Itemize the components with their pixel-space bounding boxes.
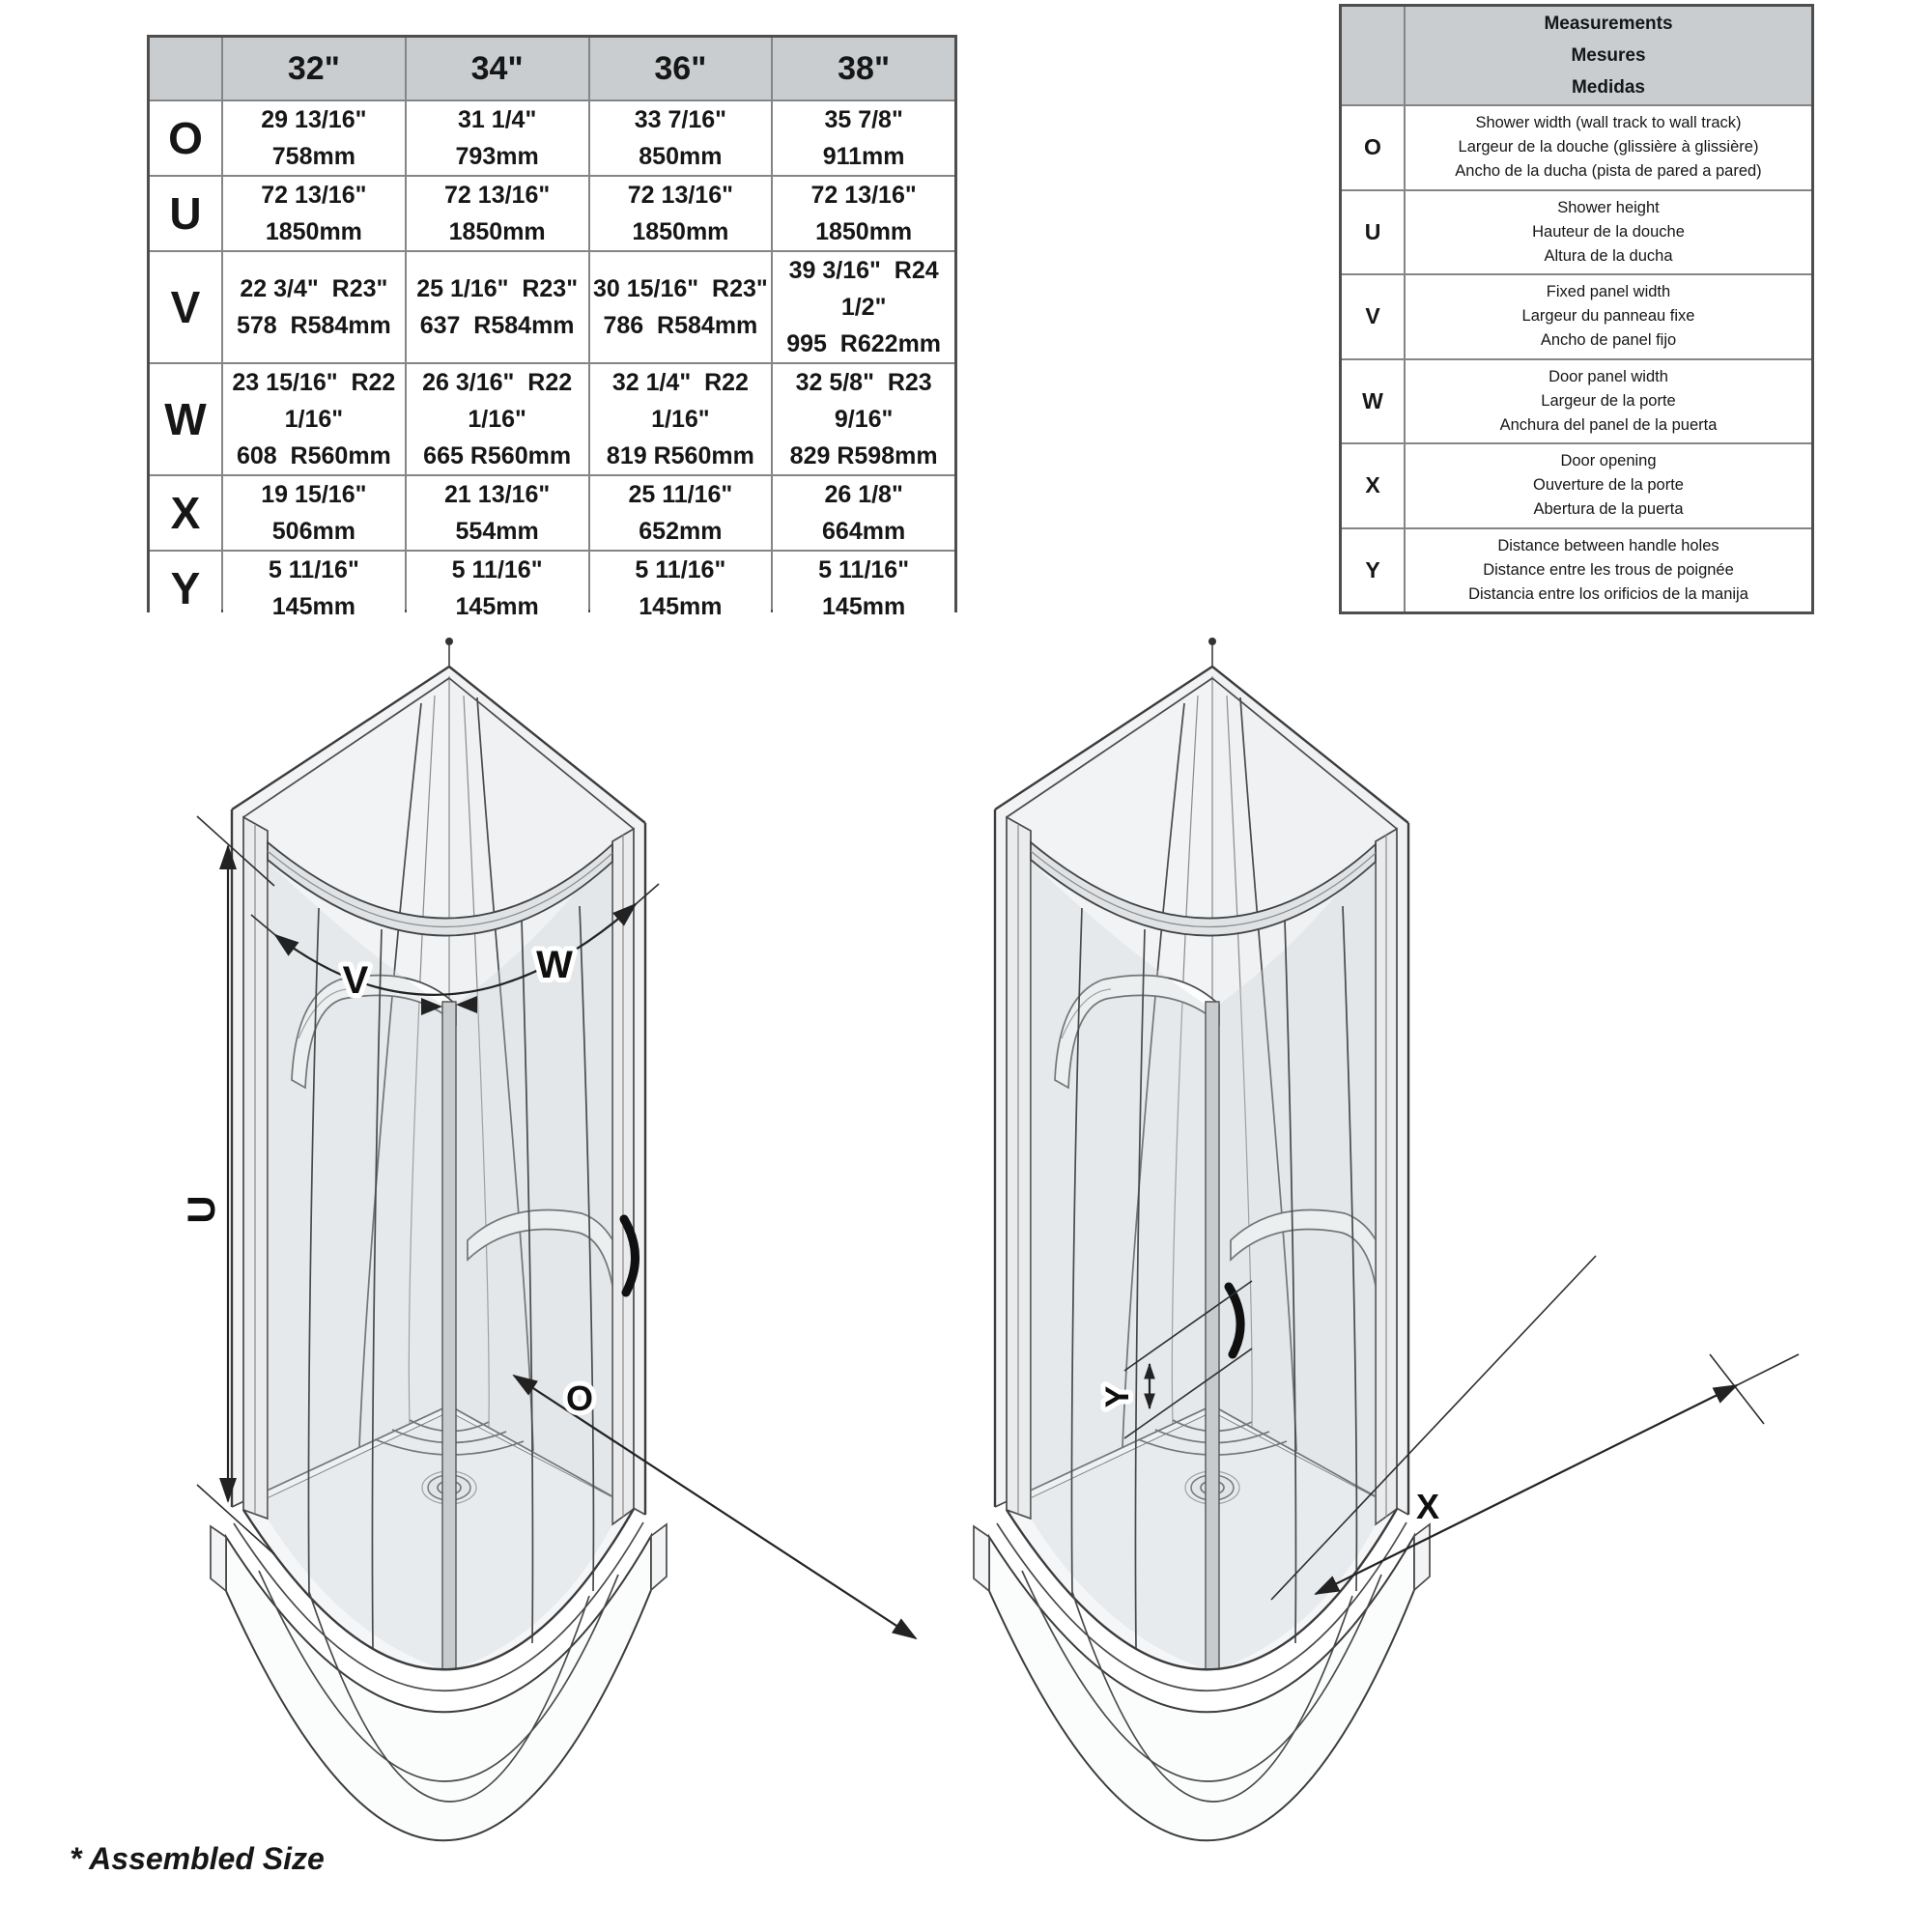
dim-label-w: W bbox=[536, 944, 573, 986]
legend-row-letter: U bbox=[1342, 191, 1404, 274]
size-column-header: 32" bbox=[223, 38, 405, 99]
legend-row-desc: Fixed panel width Largeur du panneau fixe Ancho de panel fijo bbox=[1406, 275, 1811, 358]
dim-label-x: X bbox=[1415, 1487, 1440, 1526]
size-cell: 72 13/16" 1850mm bbox=[407, 177, 588, 250]
row-letter: V bbox=[150, 252, 221, 362]
dim-label-y: Y bbox=[1099, 1385, 1136, 1408]
size-cell: 26 1/8" 664mm bbox=[773, 476, 954, 550]
size-cell: 35 7/8" 911mm bbox=[773, 101, 954, 175]
legend-row-letter: X bbox=[1342, 444, 1404, 527]
size-cell: 31 1/4" 793mm bbox=[407, 101, 588, 175]
size-cell: 29 13/16" 758mm bbox=[223, 101, 405, 175]
row-letter: O bbox=[150, 101, 221, 175]
size-cell: 23 15/16" R22 1/16" 608 R560mm bbox=[223, 364, 405, 474]
legend-row-letter: O bbox=[1342, 106, 1404, 189]
legend-header-corner bbox=[1342, 7, 1404, 104]
row-letter: Y bbox=[150, 552, 221, 625]
legend-row-desc: Door opening Ouverture de la porte Abertura de la puerta bbox=[1406, 444, 1811, 527]
legend-row-letter: Y bbox=[1342, 529, 1404, 612]
size-cell: 5 11/16" 145mm bbox=[590, 552, 772, 625]
size-cell: 30 15/16" R23" 786 R584mm bbox=[590, 252, 772, 362]
size-cell: 72 13/16" 1850mm bbox=[773, 177, 954, 250]
shower-diagram-left bbox=[181, 638, 916, 1840]
shower-diagrams bbox=[0, 609, 1932, 1932]
size-cell: 5 11/16" 145mm bbox=[773, 552, 954, 625]
size-cell: 32 5/8" R23 9/16" 829 R598mm bbox=[773, 364, 954, 474]
size-cell: 26 3/16" R22 1/16" 665 R560mm bbox=[407, 364, 588, 474]
size-cell: 33 7/16" 850mm bbox=[590, 101, 772, 175]
size-cell: 72 13/16" 1850mm bbox=[590, 177, 772, 250]
shower-diagram-right bbox=[974, 638, 1799, 1840]
row-letter: X bbox=[150, 476, 221, 550]
legend-table bbox=[1339, 4, 1814, 614]
size-cell: 32 1/4" R22 1/16" 819 R560mm bbox=[590, 364, 772, 474]
size-table bbox=[147, 35, 957, 620]
dim-label-v: V bbox=[342, 959, 369, 1002]
size-cell: 5 11/16" 145mm bbox=[407, 552, 588, 625]
assembled-size-footnote: * Assembled Size bbox=[70, 1841, 325, 1876]
dim-label-u: U bbox=[181, 1195, 223, 1224]
size-cell: 5 11/16" 145mm bbox=[223, 552, 405, 625]
row-letter: U bbox=[150, 177, 221, 250]
legend-row-letter: V bbox=[1342, 275, 1404, 358]
size-column-header: 36" bbox=[590, 38, 772, 99]
legend-header: Measurements Mesures Medidas bbox=[1406, 7, 1811, 104]
size-column-header: 34" bbox=[407, 38, 588, 99]
size-cell: 19 15/16" 506mm bbox=[223, 476, 405, 550]
size-column-header: 38" bbox=[773, 38, 954, 99]
legend-row-letter: W bbox=[1342, 360, 1404, 443]
size-cell: 39 3/16" R24 1/2" 995 R622mm bbox=[773, 252, 954, 362]
size-table-corner-cell bbox=[150, 38, 221, 99]
dim-label-o: O bbox=[565, 1378, 594, 1418]
size-cell: 25 1/16" R23" 637 R584mm bbox=[407, 252, 588, 362]
size-cell: 22 3/4" R23" 578 R584mm bbox=[223, 252, 405, 362]
row-letter: W bbox=[150, 364, 221, 474]
legend-row-desc: Shower height Hauteur de la douche Altura de la ducha bbox=[1406, 191, 1811, 274]
legend-row-desc: Shower width (wall track to wall track) Largeur de la douche (glissière à glissière) Ancho de la ducha (pista de pared a pared) bbox=[1406, 106, 1811, 189]
legend-row-desc: Door panel width Largeur de la porte Anchura del panel de la puerta bbox=[1406, 360, 1811, 443]
legend-row-desc: Distance between handle holes Distance entre les trous de poignée Distancia entre los orificios de la manija bbox=[1406, 529, 1811, 612]
size-cell: 25 11/16" 652mm bbox=[590, 476, 772, 550]
size-cell: 21 13/16" 554mm bbox=[407, 476, 588, 550]
size-cell: 72 13/16" 1850mm bbox=[223, 177, 405, 250]
